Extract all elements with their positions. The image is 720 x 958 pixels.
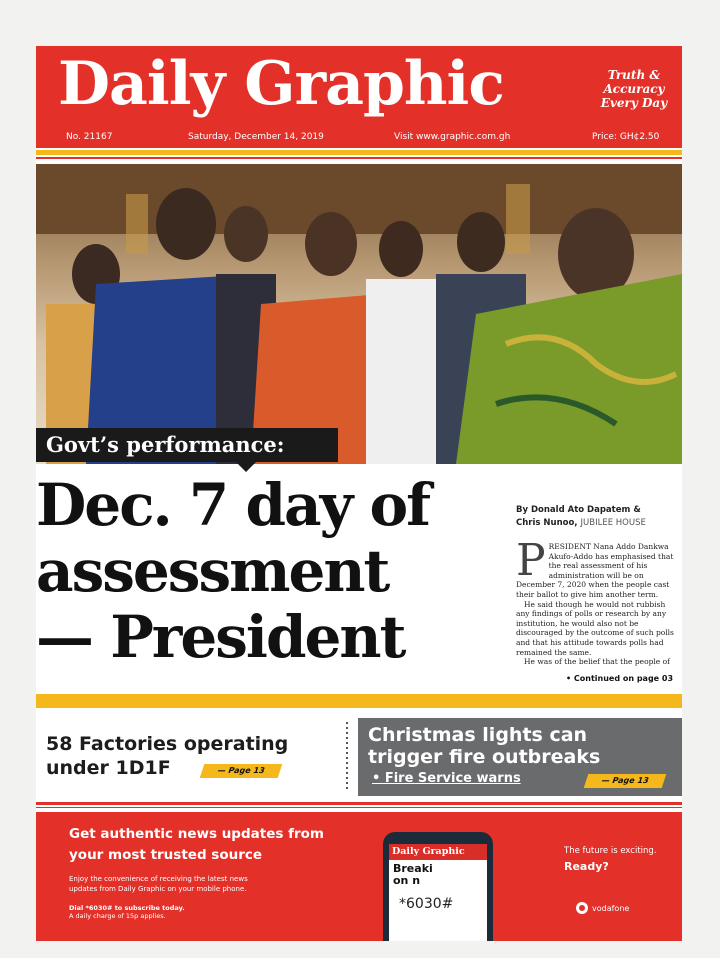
phone-text-line: Breaki <box>393 862 433 875</box>
teaser-christmas-lights[interactable] <box>358 718 682 796</box>
headline-line: — President <box>36 603 405 671</box>
article-body <box>516 535 678 667</box>
byline-authors: By Donald Ato Dapatem & <box>516 505 641 515</box>
article-paragraph: He was of the belief that the people of <box>524 657 670 667</box>
dotted-divider <box>346 722 348 790</box>
ad-ready: Ready? <box>564 860 609 873</box>
teaser-line: trigger fire outbreaks <box>368 746 601 768</box>
page-tag: — Page 13 <box>584 774 667 788</box>
masthead <box>36 46 682 148</box>
ad-description <box>69 874 299 894</box>
divider-stripe <box>36 802 682 805</box>
dropcap: P <box>516 535 546 586</box>
divider-stripe <box>36 150 682 155</box>
divider-stripe <box>36 157 682 159</box>
headline-kicker: Govt’s performance: <box>36 428 338 462</box>
brand-name: vodafone <box>592 904 630 913</box>
masthead-meta <box>36 130 682 146</box>
teaser-line: 58 Factories operating <box>46 733 289 755</box>
masthead-tagline: Truth & Accuracy Every Day <box>600 68 668 110</box>
issue-date: Saturday, December 14, 2019 <box>188 132 324 142</box>
headline-line: assessment <box>36 537 389 605</box>
front-page <box>36 46 682 941</box>
issue-number: No. 21167 <box>66 132 113 142</box>
byline <box>516 504 678 530</box>
ad-headline-line: Get authentic news updates from <box>69 826 324 842</box>
byline-author-2: Chris Nunoo, <box>516 518 578 528</box>
ad-headline <box>69 824 359 866</box>
teaser-subtitle: • Fire Service warns <box>372 771 521 786</box>
ad-fineprint <box>69 904 269 920</box>
ad-fine-line: A daily charge of 15p applies. <box>69 912 166 920</box>
teaser-line: Christmas lights can <box>368 724 588 746</box>
teaser-line: under 1D1F <box>46 757 171 779</box>
main-headline[interactable] <box>36 472 506 670</box>
website: Visit www.graphic.com.gh <box>394 132 511 142</box>
teaser-title <box>46 732 336 780</box>
byline-place: JUBILEE HOUSE <box>580 518 646 528</box>
vodafone-logo-icon <box>576 902 588 914</box>
continued-link[interactable]: • Continued on page 03 <box>566 674 674 683</box>
phone-text-line: on n <box>393 874 421 887</box>
teaser-factories[interactable] <box>36 718 336 792</box>
price: Price: GH¢2.50 <box>592 132 660 142</box>
phone-screen <box>389 844 487 941</box>
article-paragraph: RESIDENT Nana Addo Dankwa Akufo-Addo has emphasised that the real assessment of his administration will be on December 7, 2020 when the people cast their ballot to give him another term. <box>516 542 674 599</box>
phone-graphic <box>383 832 493 941</box>
ad-fine-line: Dial *6030# to subscribe today. <box>69 904 185 912</box>
ussd-code: *6030# <box>399 896 454 912</box>
phone-screen-text <box>393 863 483 887</box>
phone-screen-title: Daily Graphic <box>389 844 487 860</box>
vodafone-advert[interactable] <box>36 812 682 941</box>
divider-stripe <box>36 694 682 708</box>
ad-headline-line: your most trusted source <box>69 847 263 863</box>
ad-desc-line: Enjoy the convenience of receiving the latest news <box>69 875 248 883</box>
ad-slogan: The future is exciting. <box>564 846 657 856</box>
teaser-title <box>368 724 678 768</box>
headline-line: Dec. 7 day of <box>36 471 430 539</box>
newspaper-logo: Daily Graphic <box>58 49 504 119</box>
lead-photo <box>36 164 682 464</box>
ad-desc-line: updates from Daily Graphic on your mobile phone. <box>69 885 247 893</box>
article-paragraph: He said though he would not rubbish any findings of polls or research by any institution, he would also not be discouraged by the outcome of such polls and that his attitude towards polls had remained the same. <box>516 599 674 657</box>
divider-stripe <box>36 807 682 808</box>
photo-illustration <box>36 164 682 464</box>
page-tag: — Page 13 <box>200 764 283 778</box>
